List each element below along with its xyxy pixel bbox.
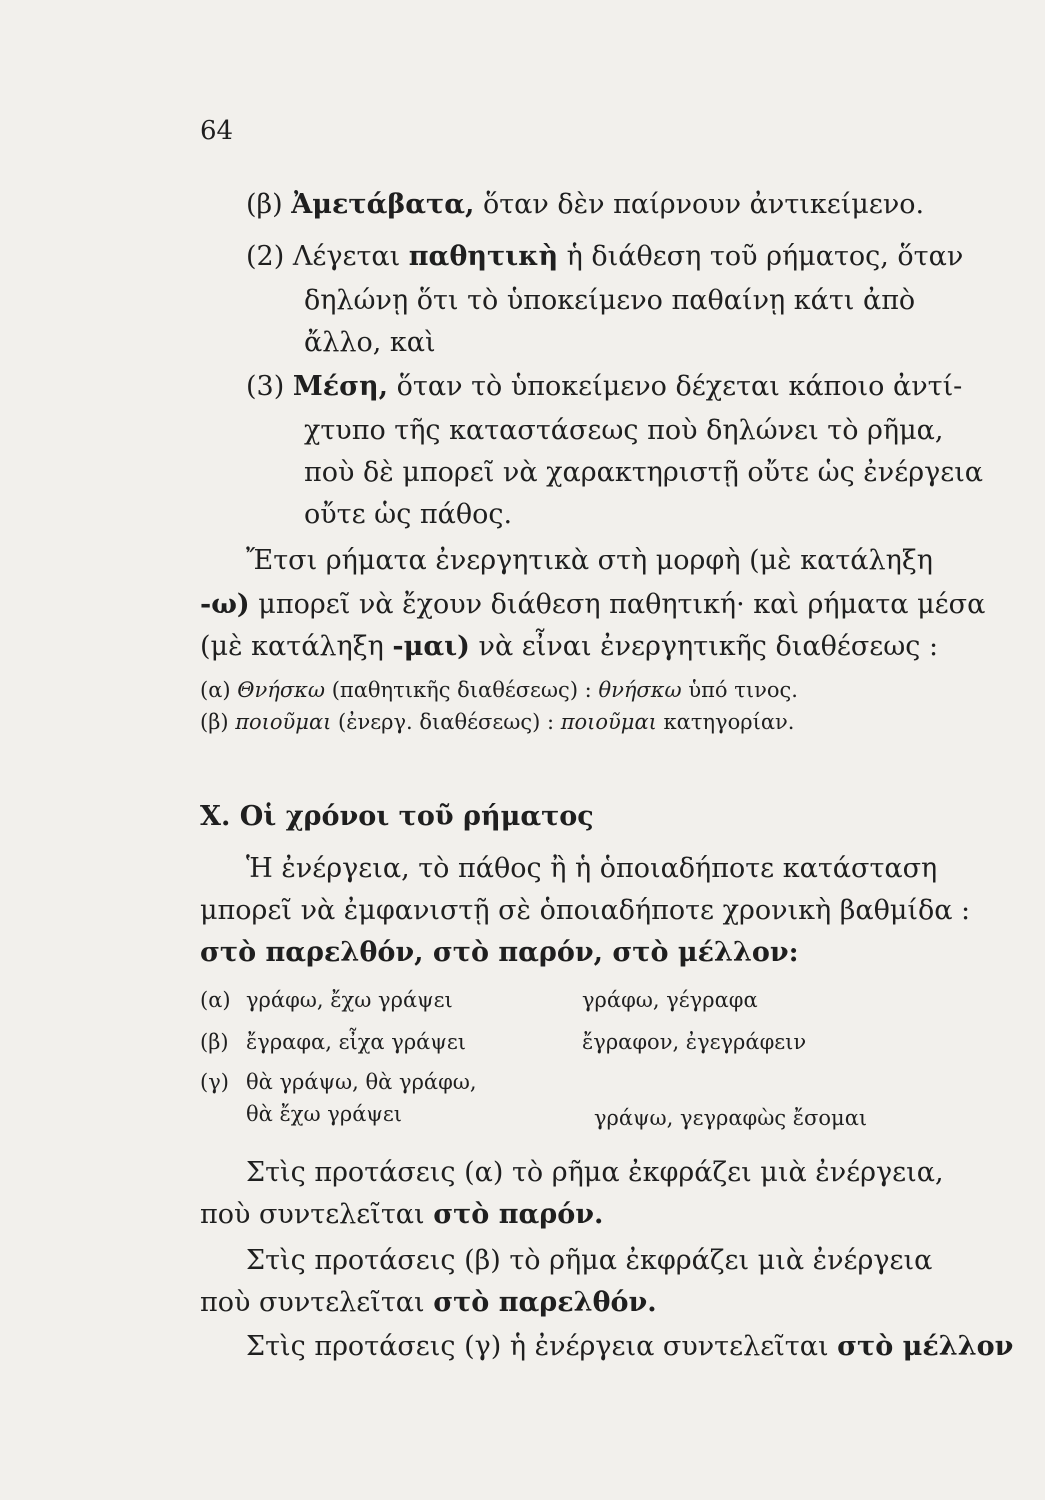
page-number: 64 [200,116,234,146]
line-past [200,1286,657,1320]
line-text: Στὶς προτάσεις (β) τὸ ρῆμα ἐκφράζει μιὰ ἐνέργεια [246,1245,933,1276]
tense-example-modern: ἔγραφα, εἶχα γράψει [246,1030,466,1054]
term-passive: παθητικὴ [408,241,559,272]
line-text: ποὺ δὲ μπορεῖ νὰ χαρακτηριστῇ οὔτε ὡς ἐνέργεια [304,457,984,488]
tense-example-num: (γ) [200,1070,229,1094]
line-intransitive [246,188,924,222]
example-text: ὑπό τινος. [681,678,798,702]
example-text: (παθητικῆς διαθέσεως) : [325,678,599,702]
line-present [200,1198,603,1232]
line-text: χτυπο τῆς καταστάσεως ποὺ δηλώνει τὸ ρῆμα, [304,415,944,446]
tense-example-ancient: γράψω, γεγραφὼς ἔσομαι [594,1106,868,1130]
line-text: ἄλλο, καὶ [304,327,436,358]
line-text: Ἔτσι ρήματα ἐνεργητικὰ στὴ μορφὴ (μὲ κατάληξη [246,545,933,576]
ending-o: -ω) [200,589,250,620]
example-row [200,708,794,736]
line-ending-mai [200,630,938,664]
line-text: ποὺ συντελεῖται [200,1199,434,1230]
section-number: X. [200,801,231,832]
ending-mai: -μαι) [392,631,470,662]
item-number: (2) [246,241,285,272]
tense-example-modern: θὰ γράψω, θὰ γράφω, [246,1070,477,1094]
tense-example-ancient: ἔγραφον, ἐγεγράφειν [582,1030,807,1054]
item-number: (3) [246,371,285,402]
item-number: (β) [246,189,283,220]
example-text: (ἐνεργ. διαθέσεως) : [331,710,561,734]
line-ending-o [200,588,985,622]
line-text: Ἡ ἐνέργεια, τὸ πάθος ἢ ἡ ὁποιαδήποτε κατάσταση [246,853,938,884]
example-text: κατηγορίαν. [656,710,795,734]
example-number: (α) [200,678,231,702]
line-text: μπορεῖ νὰ ἔχουν διάθεση παθητική· καὶ ρήματα μέσα [249,589,986,620]
line-text: ποὺ συντελεῖται [200,1287,434,1318]
tense-levels: στὸ παρελθόν, στὸ παρόν, στὸ μέλλον: [200,937,799,968]
example-verb: ποιοῦμαι [235,710,332,734]
example-number: (β) [200,710,229,734]
line-passive [246,240,963,274]
line-text: δηλώνῃ ὅτι τὸ ὑποκείμενο παθαίνῃ κάτι ἀπὸ [304,285,916,316]
example-verb: ποιοῦμαι [560,710,657,734]
example-verb: Θνήσκω [237,678,326,702]
term-middle: Μέση, [292,371,389,402]
line-text: Στὶς προτάσεις (α) τὸ ρῆμα ἐκφράζει μιὰ ἐνέργεια, [246,1157,944,1188]
line-text: ἡ διάθεση τοῦ ρήματος, ὅταν [558,241,964,272]
line-text: νὰ εἶναι ἐνεργητικῆς διαθέσεως : [469,631,939,662]
line-text: ὅταν δὲν παίρνουν ἀντικείμενο. [474,189,925,220]
section-title: Οἱ χρόνοι τοῦ ρήματος [239,801,594,832]
section-heading [200,800,594,834]
line-text: Στὶς προτάσεις (γ) ἡ ἐνέργεια συντελεῖται [246,1331,838,1362]
line-text: μπορεῖ νὰ ἐμφανιστῇ σὲ ὁποιαδήποτε χρονικὴ βαθμίδα : [200,895,971,926]
line-future [246,1330,1013,1364]
tense-example-num: (α) [200,988,231,1012]
line-text: (μὲ κατάληξη [200,631,393,662]
example-verb: θνήσκω [598,678,682,702]
term-future: στὸ μέλλον [837,1331,1014,1362]
tense-example-ancient: γράφω, γέγραφα [582,988,758,1012]
term-intransitive: Ἀμετάβατα, [291,189,475,220]
line-text: Λέγεται [292,241,409,272]
line-text: ὅταν τὸ ὑποκείμενο δέχεται κάποιο ἀντί- [388,371,963,402]
term-past: στὸ παρελθόν. [433,1287,657,1318]
tense-example-modern: θὰ ἔχω γράψει [246,1102,402,1126]
example-row [200,676,798,704]
tense-example-num: (β) [200,1030,229,1054]
line-text: οὔτε ὡς πάθος. [304,499,513,530]
line-middle [246,370,962,404]
term-present: στὸ παρόν. [433,1199,604,1230]
tense-example-modern: γράφω, ἔχω γράψει [246,988,453,1012]
